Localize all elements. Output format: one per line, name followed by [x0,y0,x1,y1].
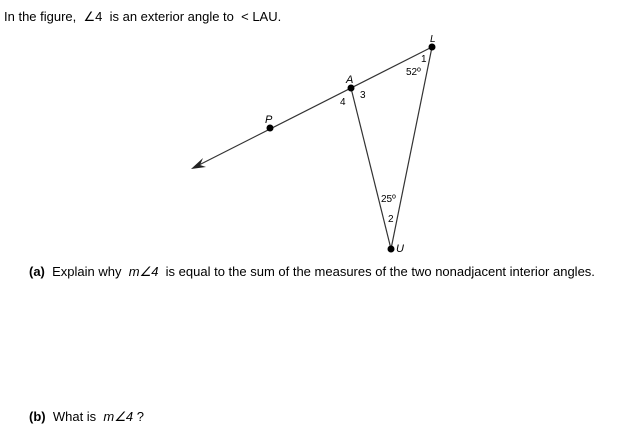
part-a-measure: m∠4 [128,264,159,279]
side-AU [351,88,391,249]
intro-text: In the figure, ∠4 is an exterior angle to < LAU. [4,9,282,24]
part-b-text-before: What is [45,409,104,424]
part-b-measure: m∠4 [103,409,134,424]
label-A: A [346,74,354,86]
angle-2-label: 2 [388,214,394,225]
question-part-a [29,264,595,280]
label-P: P [265,114,273,126]
angle-L-measure: 52º [406,67,421,78]
angle-4-label: 4 [340,97,346,108]
part-a-tag: (a) [29,264,45,279]
angle-3-label: 3 [360,90,366,101]
part-a-text-before: Explain why [44,264,129,279]
part-b-tag: (b) [29,409,46,424]
label-U: U [396,243,404,255]
ray-arrowhead-icon [191,158,206,169]
question-part-b [29,409,144,425]
ray-line [197,47,432,166]
angle-1-label: 1 [421,54,427,65]
label-L: L [430,34,436,45]
angle-U-measure: 25º [381,194,396,205]
part-a-text-after: is equal to the sum of the measures of the two nonadjacent interior angles. [158,264,595,279]
point-U [388,246,395,253]
part-b-text-after: ? [133,409,144,424]
